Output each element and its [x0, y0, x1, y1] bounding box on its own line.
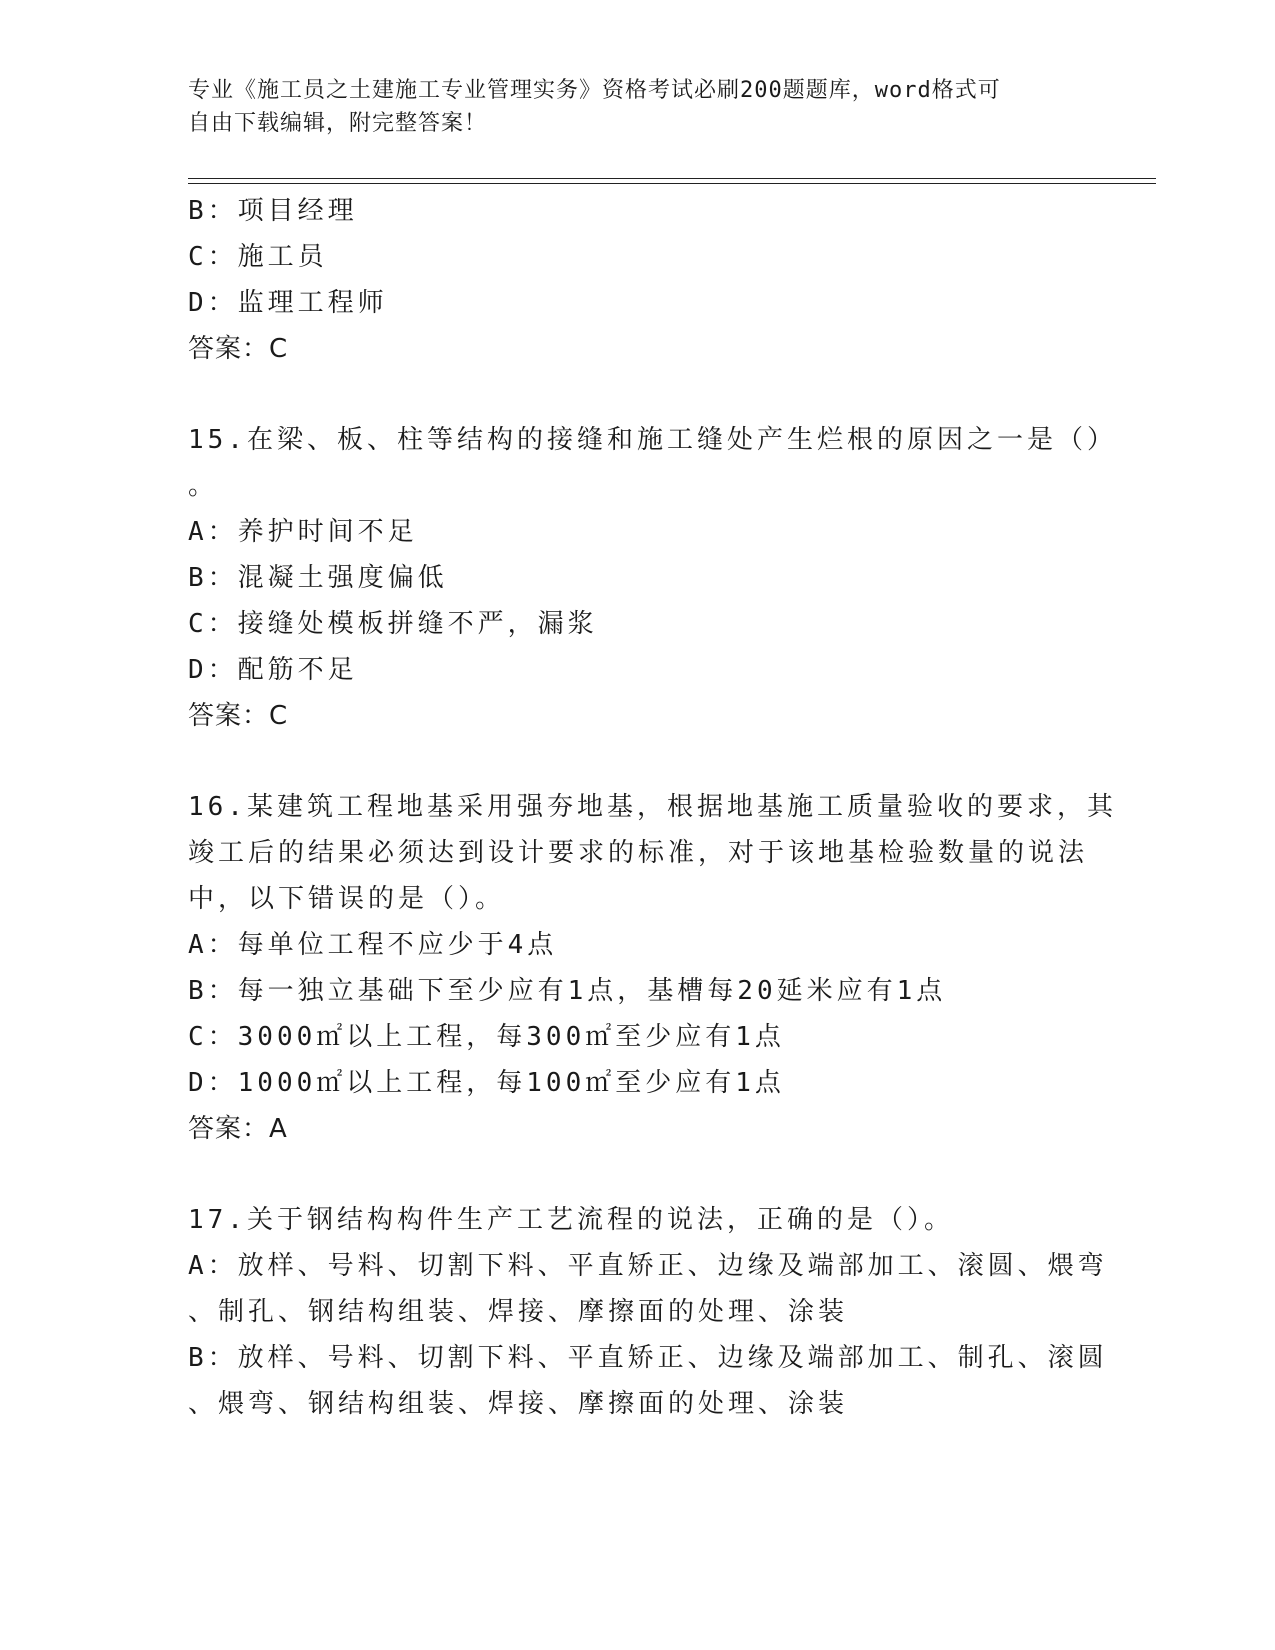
- q14-option-b: B：项目经理: [188, 196, 358, 226]
- spacer: [188, 1152, 1088, 1197]
- question-15: [188, 417, 1117, 739]
- q16-option-b: B：每一独立基础下至少应有1点，基槽每20延米应有1点: [188, 976, 947, 1006]
- question-16: [188, 784, 1117, 1152]
- q16-stem-line-3: 中，以下错误的是（）。: [188, 884, 506, 914]
- q15-answer: 答案：C: [188, 701, 289, 731]
- q14-option-c: C：施工员: [188, 242, 328, 272]
- q17-option-a-line-1: A：放样、号料、切割下料、平直矫正、边缘及端部加工、滚圆、煨弯: [188, 1251, 1108, 1281]
- q16-option-a: A：每单位工程不应少于4点: [188, 930, 558, 960]
- q17-stem-line-1: 17.关于钢结构构件生产工艺流程的说法，正确的是（）。: [188, 1205, 954, 1235]
- page-header: [188, 74, 1078, 140]
- q15-option-d: D：配筋不足: [188, 655, 358, 685]
- header-line-2: 自由下载编辑，附完整答案！: [188, 111, 488, 136]
- q17-option-a-line-2: 、制孔、钢结构组装、焊接、摩擦面的处理、涂装: [188, 1297, 849, 1327]
- question-content: [188, 188, 1117, 1427]
- spacer: [188, 739, 1088, 784]
- q15-option-a: A：养护时间不足: [188, 517, 418, 547]
- question-17: [188, 1197, 1108, 1427]
- q15-stem-line-2: 。: [188, 471, 219, 501]
- spacer: [188, 372, 1088, 417]
- q17-option-b-line-1: B：放样、号料、切割下料、平直矫正、边缘及端部加工、制孔、滚圆: [188, 1343, 1108, 1373]
- q16-option-d: D：1000㎡以上工程，每100㎡至少应有1点: [188, 1068, 785, 1098]
- header-rule-top: [188, 178, 1156, 179]
- q15-stem-line-1: 15.在梁、板、柱等结构的接缝和施工缝处产生烂根的原因之一是（）: [188, 425, 1117, 455]
- q16-answer: 答案：A: [188, 1114, 288, 1144]
- q16-stem-line-1: 16.某建筑工程地基采用强夯地基，根据地基施工质量验收的要求，其: [188, 792, 1117, 822]
- q16-stem-line-2: 竣工后的结果必须达到设计要求的标准，对于该地基检验数量的说法: [188, 838, 1089, 868]
- q15-option-c: C：接缝处模板拼缝不严，漏浆: [188, 609, 598, 639]
- q15-option-b: B：混凝土强度偏低: [188, 563, 448, 593]
- header-rule-bottom: [188, 183, 1156, 184]
- question-14: [188, 188, 1088, 372]
- header-line-1: 专业《施工员之土建施工专业管理实务》资格考试必刷200题题库，word格式可: [188, 78, 1001, 103]
- q17-option-b-line-2: 、煨弯、钢结构组装、焊接、摩擦面的处理、涂装: [188, 1389, 849, 1419]
- q16-option-c: C：3000㎡以上工程，每300㎡至少应有1点: [188, 1022, 785, 1052]
- q14-option-d: D：监理工程师: [188, 288, 388, 318]
- q14-answer: 答案：C: [188, 334, 289, 364]
